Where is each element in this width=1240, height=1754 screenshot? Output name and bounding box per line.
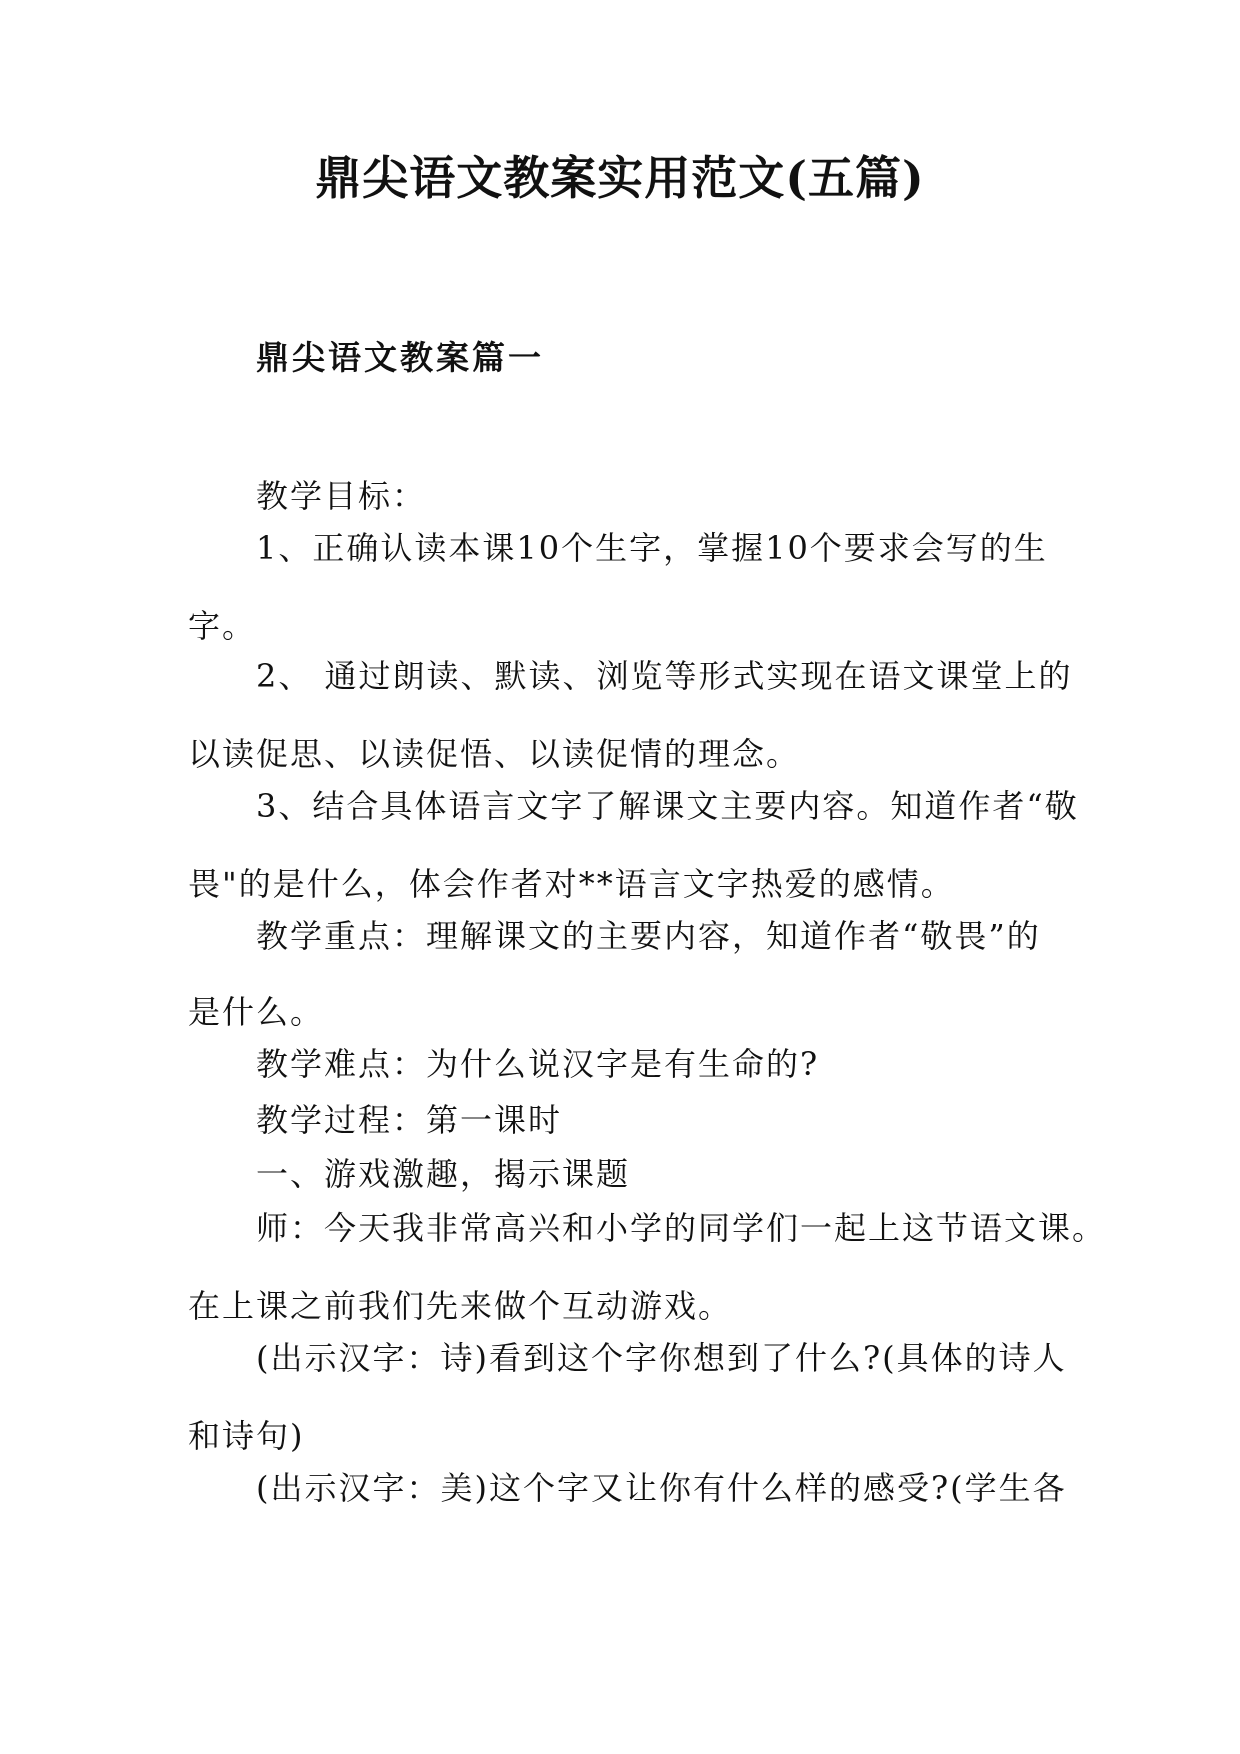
text-line: 畏"的是什么，体会作者对**语言文字热爱的感情。 [188,865,955,903]
text-line: (出示汉字：美)这个字又让你有什么样的感受?(学生各 [256,1469,1067,1507]
text-line: 教学难点：为什么说汉字是有生命的? [256,1045,820,1083]
text-line: 师：今天我非常高兴和小学的同学们一起上这节语文课。 [256,1209,1107,1247]
text-line: 和诗句) [188,1417,305,1455]
text-line: 教学过程：第一课时 [256,1101,563,1139]
text-line: 以读促思、以读促悟、以读促情的理念。 [188,735,801,773]
text-line: 3、结合具体语言文字了解课文主要内容。知道作者“敬 [256,787,1079,825]
text-line: 教学重点：理解课文的主要内容，知道作者“敬畏”的 [256,917,1041,955]
text-line: 2、 通过朗读、默读、浏览等形式实现在语文课堂上的 [256,657,1073,695]
section-heading: 鼎尖语文教案篇一 [256,338,544,377]
text-line: 教学目标： [256,477,427,515]
text-line: 字。 [188,607,257,645]
text-line: (出示汉字：诗)看到这个字你想到了什么?(具体的诗人 [256,1339,1067,1377]
text-line: 1、正确认读本课10个生字，掌握10个要求会写的生 [256,529,1048,567]
text-line: 在上课之前我们先来做个互动游戏。 [188,1287,733,1325]
text-line: 一、游戏激趣，揭示课题 [256,1155,631,1193]
text-line: 是什么。 [188,993,325,1031]
document-title: 鼎尖语文教案实用范文(五篇) [315,151,925,205]
